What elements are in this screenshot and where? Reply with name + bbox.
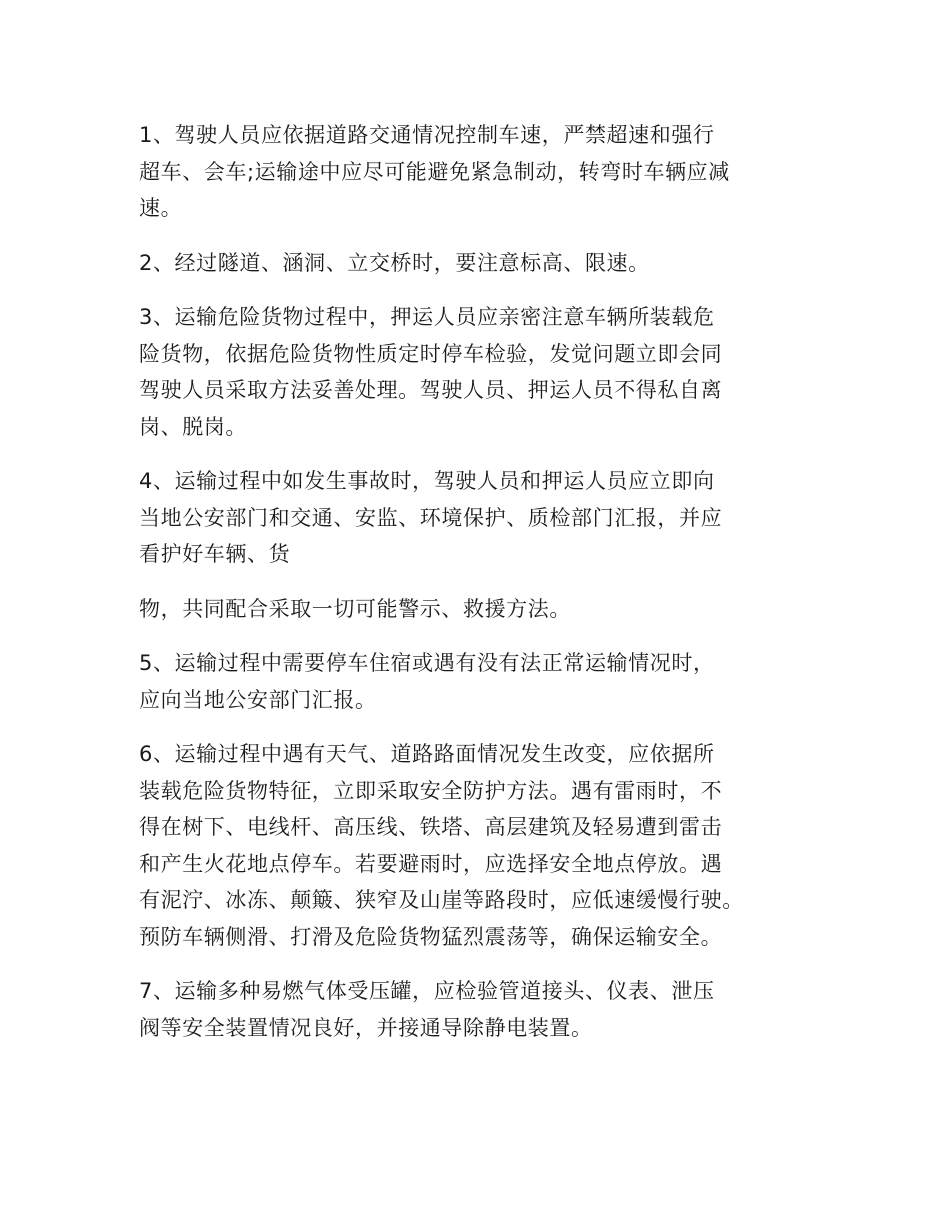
text-line: 6、运输过程中遇有天气、道路路面情况发生改变，应依据所 xyxy=(139,742,715,766)
document-body xyxy=(139,117,811,1064)
paragraph-5 xyxy=(139,645,811,718)
text-line: 预防车辆侧滑、打滑及危险货物猛烈震荡等，确保运输安全。 xyxy=(139,924,723,949)
text-line: 应向当地公安部门汇报。 xyxy=(139,687,377,712)
text-line: 和产生火花地点停车。若要避雨时，应选择安全地点停放。遇 xyxy=(139,851,723,876)
text-line: 速。 xyxy=(139,196,183,220)
text-line: 阀等安全装置情况良好，并接通导除静电装置。 xyxy=(139,1015,593,1040)
text-line: 有泥泞、冰冻、颠簸、狭窄及山崖等路段时，应低速缓慢行驶。 xyxy=(139,888,744,912)
paragraph-1 xyxy=(139,117,811,227)
text-line: 装载危险货物特征，立即采取安全防护方法。遇有雷雨时，不 xyxy=(139,778,723,803)
text-line: 5、运输过程中需要停车住宿或遇有没有法正常运输情况时， xyxy=(139,651,715,675)
paragraph-7 xyxy=(139,973,811,1046)
text-line: 2、经过隧道、涵洞、立交桥时，要注意标高、限速。 xyxy=(139,250,650,275)
paragraph-3 xyxy=(139,299,811,445)
text-line: 驾驶人员采取方法妥善处理。驾驶人员、押运人员不得私自离 xyxy=(139,378,723,402)
paragraph-6 xyxy=(139,736,811,955)
text-line: 得在树下、电线杆、高压线、铁塔、高层建筑及轻易遭到雷击 xyxy=(139,815,723,839)
text-line: 1、驾驶人员应依据道路交通情况控制车速，严禁超速和强行 xyxy=(139,123,715,147)
text-line: 3、运输危险货物过程中，押运人员应亲密注意车辆所装载危 xyxy=(139,305,715,329)
paragraph-4 xyxy=(139,463,811,573)
text-line: 物，共同配合采取一切可能警示、救援方法。 xyxy=(139,596,571,621)
text-line: 4、运输过程中如发生事故时，驾驶人员和押运人员应立即向 xyxy=(139,469,715,493)
text-line: 超车、会车;运输途中应尽可能避免紧急制动，转弯时车辆应减 xyxy=(139,159,730,184)
text-line: 看护好车辆、货 xyxy=(139,542,291,566)
paragraph-2 xyxy=(139,245,811,282)
text-line: 7、运输多种易燃气体受压罐，应检验管道接头、仪表、泄压 xyxy=(139,979,715,1003)
paragraph-4-continued xyxy=(139,591,811,628)
text-line: 当地公安部门和交通、安监、环境保护、质检部门汇报，并应 xyxy=(139,505,723,530)
text-line: 岗、脱岗。 xyxy=(139,414,247,439)
text-line: 险货物，依据危险货物性质定时停车检验，发觉问题立即会同 xyxy=(139,341,723,366)
